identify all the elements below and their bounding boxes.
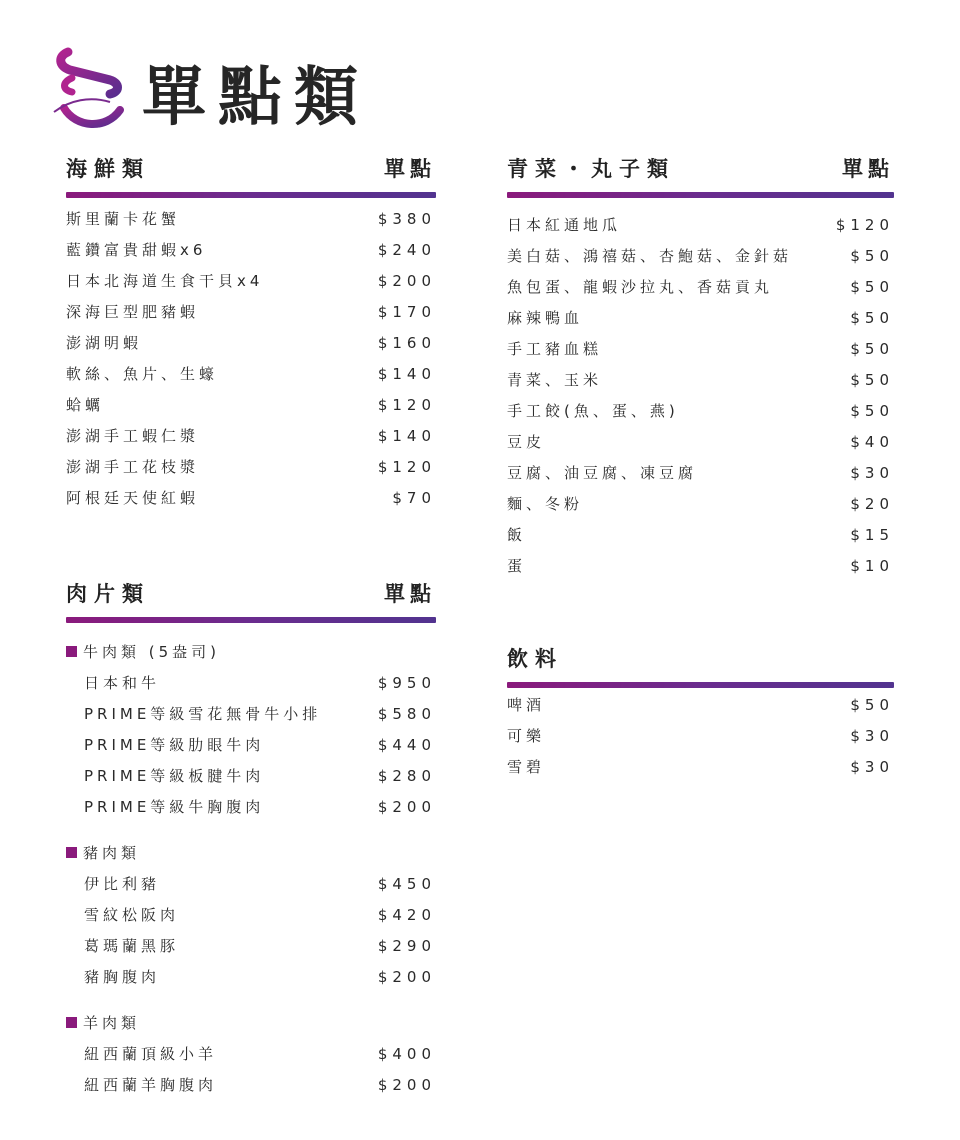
category-label	[66, 838, 436, 869]
item-price: $30	[850, 464, 894, 482]
item-price: $200	[377, 798, 436, 816]
item-price: $200	[377, 968, 436, 986]
menu-item	[66, 962, 436, 993]
section-divider	[507, 682, 894, 688]
menu-item	[66, 328, 436, 359]
item-name: 日本和牛	[84, 674, 161, 692]
category-text: 豬肉類	[83, 844, 141, 862]
item-name: 蛤蠣	[66, 396, 105, 414]
item-list	[507, 690, 894, 783]
section-title: 飲料	[507, 646, 563, 671]
item-price: $140	[377, 365, 436, 383]
item-price: $280	[377, 767, 436, 785]
item-name: 日本紅通地瓜	[507, 216, 622, 234]
item-name: 豆皮	[507, 433, 546, 451]
section-drinks	[507, 644, 894, 776]
item-price: $30	[850, 727, 894, 745]
item-price: $200	[377, 272, 436, 290]
item-name: 可樂	[507, 727, 546, 745]
section-meat	[66, 579, 436, 1094]
menu-item	[507, 303, 894, 334]
item-name: 飯	[507, 526, 527, 544]
section-header	[507, 644, 894, 682]
item-price: $170	[377, 303, 436, 321]
item-name: 手工餃(魚、蛋、燕)	[507, 402, 679, 420]
item-name: 蛋	[507, 557, 527, 575]
menu-item	[507, 210, 894, 241]
section-title: 青菜・丸子類	[507, 156, 675, 181]
item-list	[66, 637, 436, 1101]
item-price: $400	[377, 1045, 436, 1063]
menu-item	[66, 235, 436, 266]
item-name: 藍鑽富貴甜蝦x6	[66, 241, 207, 259]
category-text: 牛肉類 (5盎司)	[83, 643, 221, 661]
item-name: 紐西蘭羊胸腹肉	[84, 1076, 218, 1094]
item-price: $50	[850, 340, 894, 358]
menu-item	[66, 699, 436, 730]
menu-item	[66, 792, 436, 823]
item-price: $20	[850, 495, 894, 513]
section-vegetables	[507, 154, 894, 575]
section-title: 海鮮類	[66, 156, 150, 181]
item-price: $50	[850, 247, 894, 265]
item-name: 澎湖手工花枝漿	[66, 458, 200, 476]
section-divider	[507, 192, 894, 198]
item-price: $10	[850, 557, 894, 575]
menu-item	[66, 452, 436, 483]
item-name: 青菜、玉米	[507, 371, 603, 389]
item-price: $420	[377, 906, 436, 924]
item-name: 麻辣鴨血	[507, 309, 584, 327]
item-price: $440	[377, 736, 436, 754]
logo-mark-icon	[50, 46, 128, 134]
item-name: 手工豬血糕	[507, 340, 603, 358]
item-price: $950	[377, 674, 436, 692]
item-name: PRIME等級肋眼牛肉	[84, 736, 265, 754]
item-name: 伊比利豬	[84, 875, 161, 893]
section-header	[507, 154, 894, 192]
menu-item	[66, 359, 436, 390]
item-price: $380	[377, 210, 436, 228]
item-price: $120	[377, 396, 436, 414]
item-name: 深海巨型肥豬蝦	[66, 303, 200, 321]
menu-item	[66, 204, 436, 235]
menu-item	[507, 241, 894, 272]
menu-item	[507, 396, 894, 427]
item-name: 葛瑪蘭黑豚	[84, 937, 180, 955]
item-price: $50	[850, 371, 894, 389]
item-name: 豆腐、油豆腐、凍豆腐	[507, 464, 698, 482]
item-price: $290	[377, 937, 436, 955]
menu-item	[66, 1039, 436, 1070]
page-title: 單點類	[142, 60, 370, 135]
menu-item	[66, 869, 436, 900]
item-name: 阿根廷天使紅蝦	[66, 489, 200, 507]
menu-item	[507, 489, 894, 520]
menu-item	[66, 390, 436, 421]
item-price: $30	[850, 758, 894, 776]
price-column-header: 單點	[384, 156, 436, 181]
item-name: 雪紋松阪肉	[84, 906, 180, 924]
item-name: 魚包蛋、龍蝦沙拉丸、香菇貢丸	[507, 278, 774, 296]
menu-item	[507, 752, 894, 783]
section-divider	[66, 617, 436, 623]
item-price: $240	[377, 241, 436, 259]
category-label	[66, 637, 436, 668]
item-price: $120	[377, 458, 436, 476]
price-column-header: 單點	[842, 156, 894, 181]
item-list	[66, 204, 436, 514]
section-header	[66, 154, 436, 192]
category-label	[66, 1008, 436, 1039]
item-price: $40	[850, 433, 894, 451]
menu-item	[66, 483, 436, 514]
item-price: $450	[377, 875, 436, 893]
section-seafood	[66, 154, 436, 507]
menu-item	[66, 297, 436, 328]
item-name: 斯里蘭卡花蟹	[66, 210, 181, 228]
item-price: $15	[850, 526, 894, 544]
item-name: 澎湖明蝦	[66, 334, 143, 352]
item-name: 美白菇、鴻禧菇、杏鮑菇、金針菇	[507, 247, 793, 265]
item-name: 豬胸腹肉	[84, 968, 161, 986]
item-price: $50	[850, 309, 894, 327]
item-list	[507, 210, 894, 582]
item-price: $50	[850, 402, 894, 420]
item-name: PRIME等級雪花無骨牛小排	[84, 705, 322, 723]
section-title: 肉片類	[66, 581, 150, 606]
brand-logo	[50, 46, 128, 134]
menu-item	[66, 421, 436, 452]
square-bullet-icon	[66, 1017, 77, 1028]
menu-item	[66, 1070, 436, 1101]
menu-item	[507, 458, 894, 489]
item-price: $580	[377, 705, 436, 723]
item-name: 軟絲、魚片、生蠔	[66, 365, 219, 383]
square-bullet-icon	[66, 646, 77, 657]
item-price: $50	[850, 278, 894, 296]
square-bullet-icon	[66, 847, 77, 858]
item-price: $200	[377, 1076, 436, 1094]
item-name: 雪碧	[507, 758, 546, 776]
item-price: $120	[835, 216, 894, 234]
menu-item	[507, 272, 894, 303]
category-text: 羊肉類	[83, 1014, 141, 1032]
item-name: 麵、冬粉	[507, 495, 584, 513]
menu-item	[66, 931, 436, 962]
item-name: 澎湖手工蝦仁漿	[66, 427, 200, 445]
item-name: 紐西蘭頂級小羊	[84, 1045, 218, 1063]
menu-item	[66, 900, 436, 931]
menu-item	[507, 334, 894, 365]
item-price: $140	[377, 427, 436, 445]
menu-item	[507, 365, 894, 396]
item-price: $50	[850, 696, 894, 714]
item-price: $70	[392, 489, 436, 507]
menu-item	[507, 690, 894, 721]
menu-item	[507, 520, 894, 551]
menu-item	[507, 721, 894, 752]
item-name: PRIME等級板腱牛肉	[84, 767, 265, 785]
menu-item	[66, 730, 436, 761]
section-divider	[66, 192, 436, 198]
menu-item	[66, 761, 436, 792]
item-name: 日本北海道生食干貝x4	[66, 272, 264, 290]
menu-item	[507, 551, 894, 582]
section-header	[66, 579, 436, 617]
menu-item	[66, 668, 436, 699]
price-column-header: 單點	[384, 581, 436, 606]
item-price: $160	[377, 334, 436, 352]
item-name: PRIME等級牛胸腹肉	[84, 798, 265, 816]
menu-item	[66, 266, 436, 297]
item-name: 啤酒	[507, 696, 546, 714]
menu-item	[507, 427, 894, 458]
